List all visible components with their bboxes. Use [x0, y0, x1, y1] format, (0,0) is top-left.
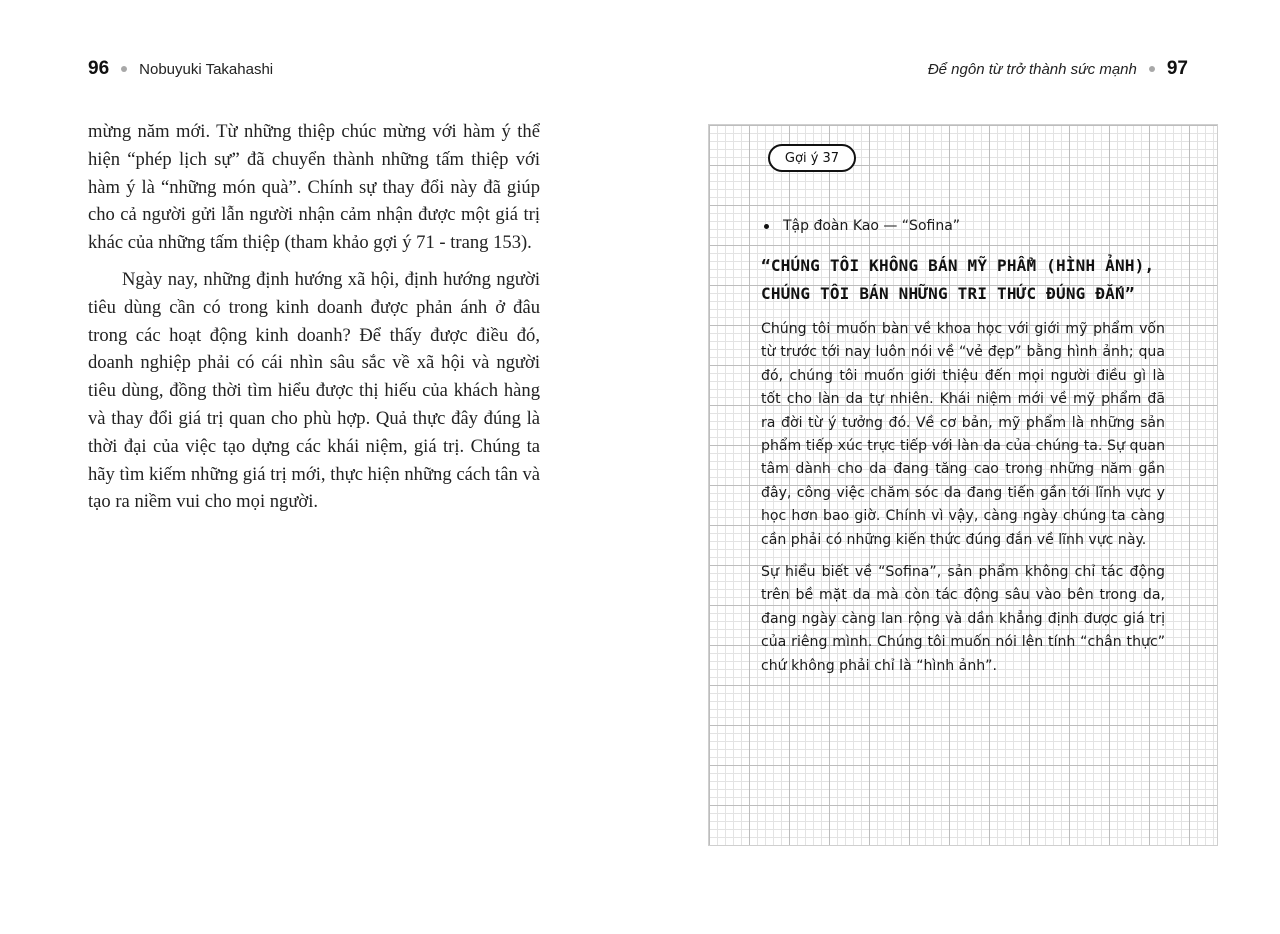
author-name: Nobuyuki Takahashi: [139, 60, 274, 78]
header-dot-icon: [1149, 66, 1155, 72]
body-paragraph: mừng năm mới. Từ những thiệp chúc mừng với hàm ý thể hiện “phép lịch sự” đã chuyển thành những tấm thiệp với hàm ý là “những món quà”. Chính sự thay đổi này đã giúp cho cả người gửi lẫn người nhận cảm nhận được một giá trị khác của những tấm thiệp (tham khảo gợi ý 71 - trang 153).: [88, 121, 540, 254]
tip-body-text: [761, 318, 1165, 687]
tip-badge: [768, 144, 856, 172]
bullet-icon: [764, 224, 769, 229]
left-page-header: [88, 58, 273, 80]
right-page-header: [928, 58, 1188, 80]
right-page-number: 97: [1166, 58, 1188, 79]
right-page: [640, 0, 1280, 934]
company-bullet: [764, 218, 960, 234]
slogan-title: “CHÚNG TÔI KHÔNG BÁN MỸ PHẨM (HÌNH ẢNH), CHÚNG TÔI BÁN NHỮNG TRI THỨC ĐÚNG ĐẮN”: [761, 256, 1155, 303]
left-body-text: [88, 118, 540, 525]
body-paragraph: Ngày nay, những định hướng xã hội, định hướng người tiêu dùng cần có trong kinh doanh được phản ánh ở đâu trong các hoạt động kinh doanh? Để thấy được điều đó, doanh nghiệp phải có cái nhìn sâu sắc về xã hội và người tiêu dùng, đồng thời tìm hiểu được thị hiếu của khách hàng và thay đổi giá trị quan cho phù hợp. Quả thực đây đúng là thời đại của việc tạo dựng các khái niệm, giá trị. Chúng ta hãy tìm kiếm những giá trị mới, thực hiện những cách tân và tạo ra niềm vui cho mọi người.: [88, 268, 540, 513]
company-name: Tập đoàn Kao — “Sofina”: [783, 218, 961, 234]
header-dot-icon: [121, 66, 127, 72]
left-page-number: 96: [88, 58, 110, 79]
tip-paragraph: Sự hiểu biết về “Sofina”, sản phẩm không chỉ tác động trên bề mặt da mà còn tác động sâu vào bên trong da, đang ngày càng lan rộng và dần khẳng định được giá trị của riêng mình. Chúng tôi muốn nói lên tính “chân thực” chứ không phải chỉ là “hình ảnh”.: [761, 564, 1165, 674]
tip-label: Gợi ý 37: [784, 150, 840, 166]
book-title: Để ngôn từ trở thành sức mạnh: [927, 60, 1137, 78]
tip-paragraph: Chúng tôi muốn bàn về khoa học với giới mỹ phẩm vốn từ trước tới nay luôn nói về “vẻ đẹp” bằng hình ảnh; qua đó, chúng tôi muốn giới thiệu đến mọi người điều gì là tốt cho làn da tự nhiên. Khái niệm mới về mỹ phẩm đã ra đời từ ý tưởng đó. Về cơ bản, mỹ phẩm là những sản phẩm tiếp xúc trực tiếp với làn da của chúng ta. Sự quan tâm dành cho da đang tăng cao trong những năm gần đây, công việc chăm sóc da đang tiến gần tới lĩnh vực y học hơn bao giờ. Chính vì vậy, càng ngày chúng ta càng cần phải có những kiến thức đúng đắn về lĩnh vực này.: [761, 321, 1165, 548]
